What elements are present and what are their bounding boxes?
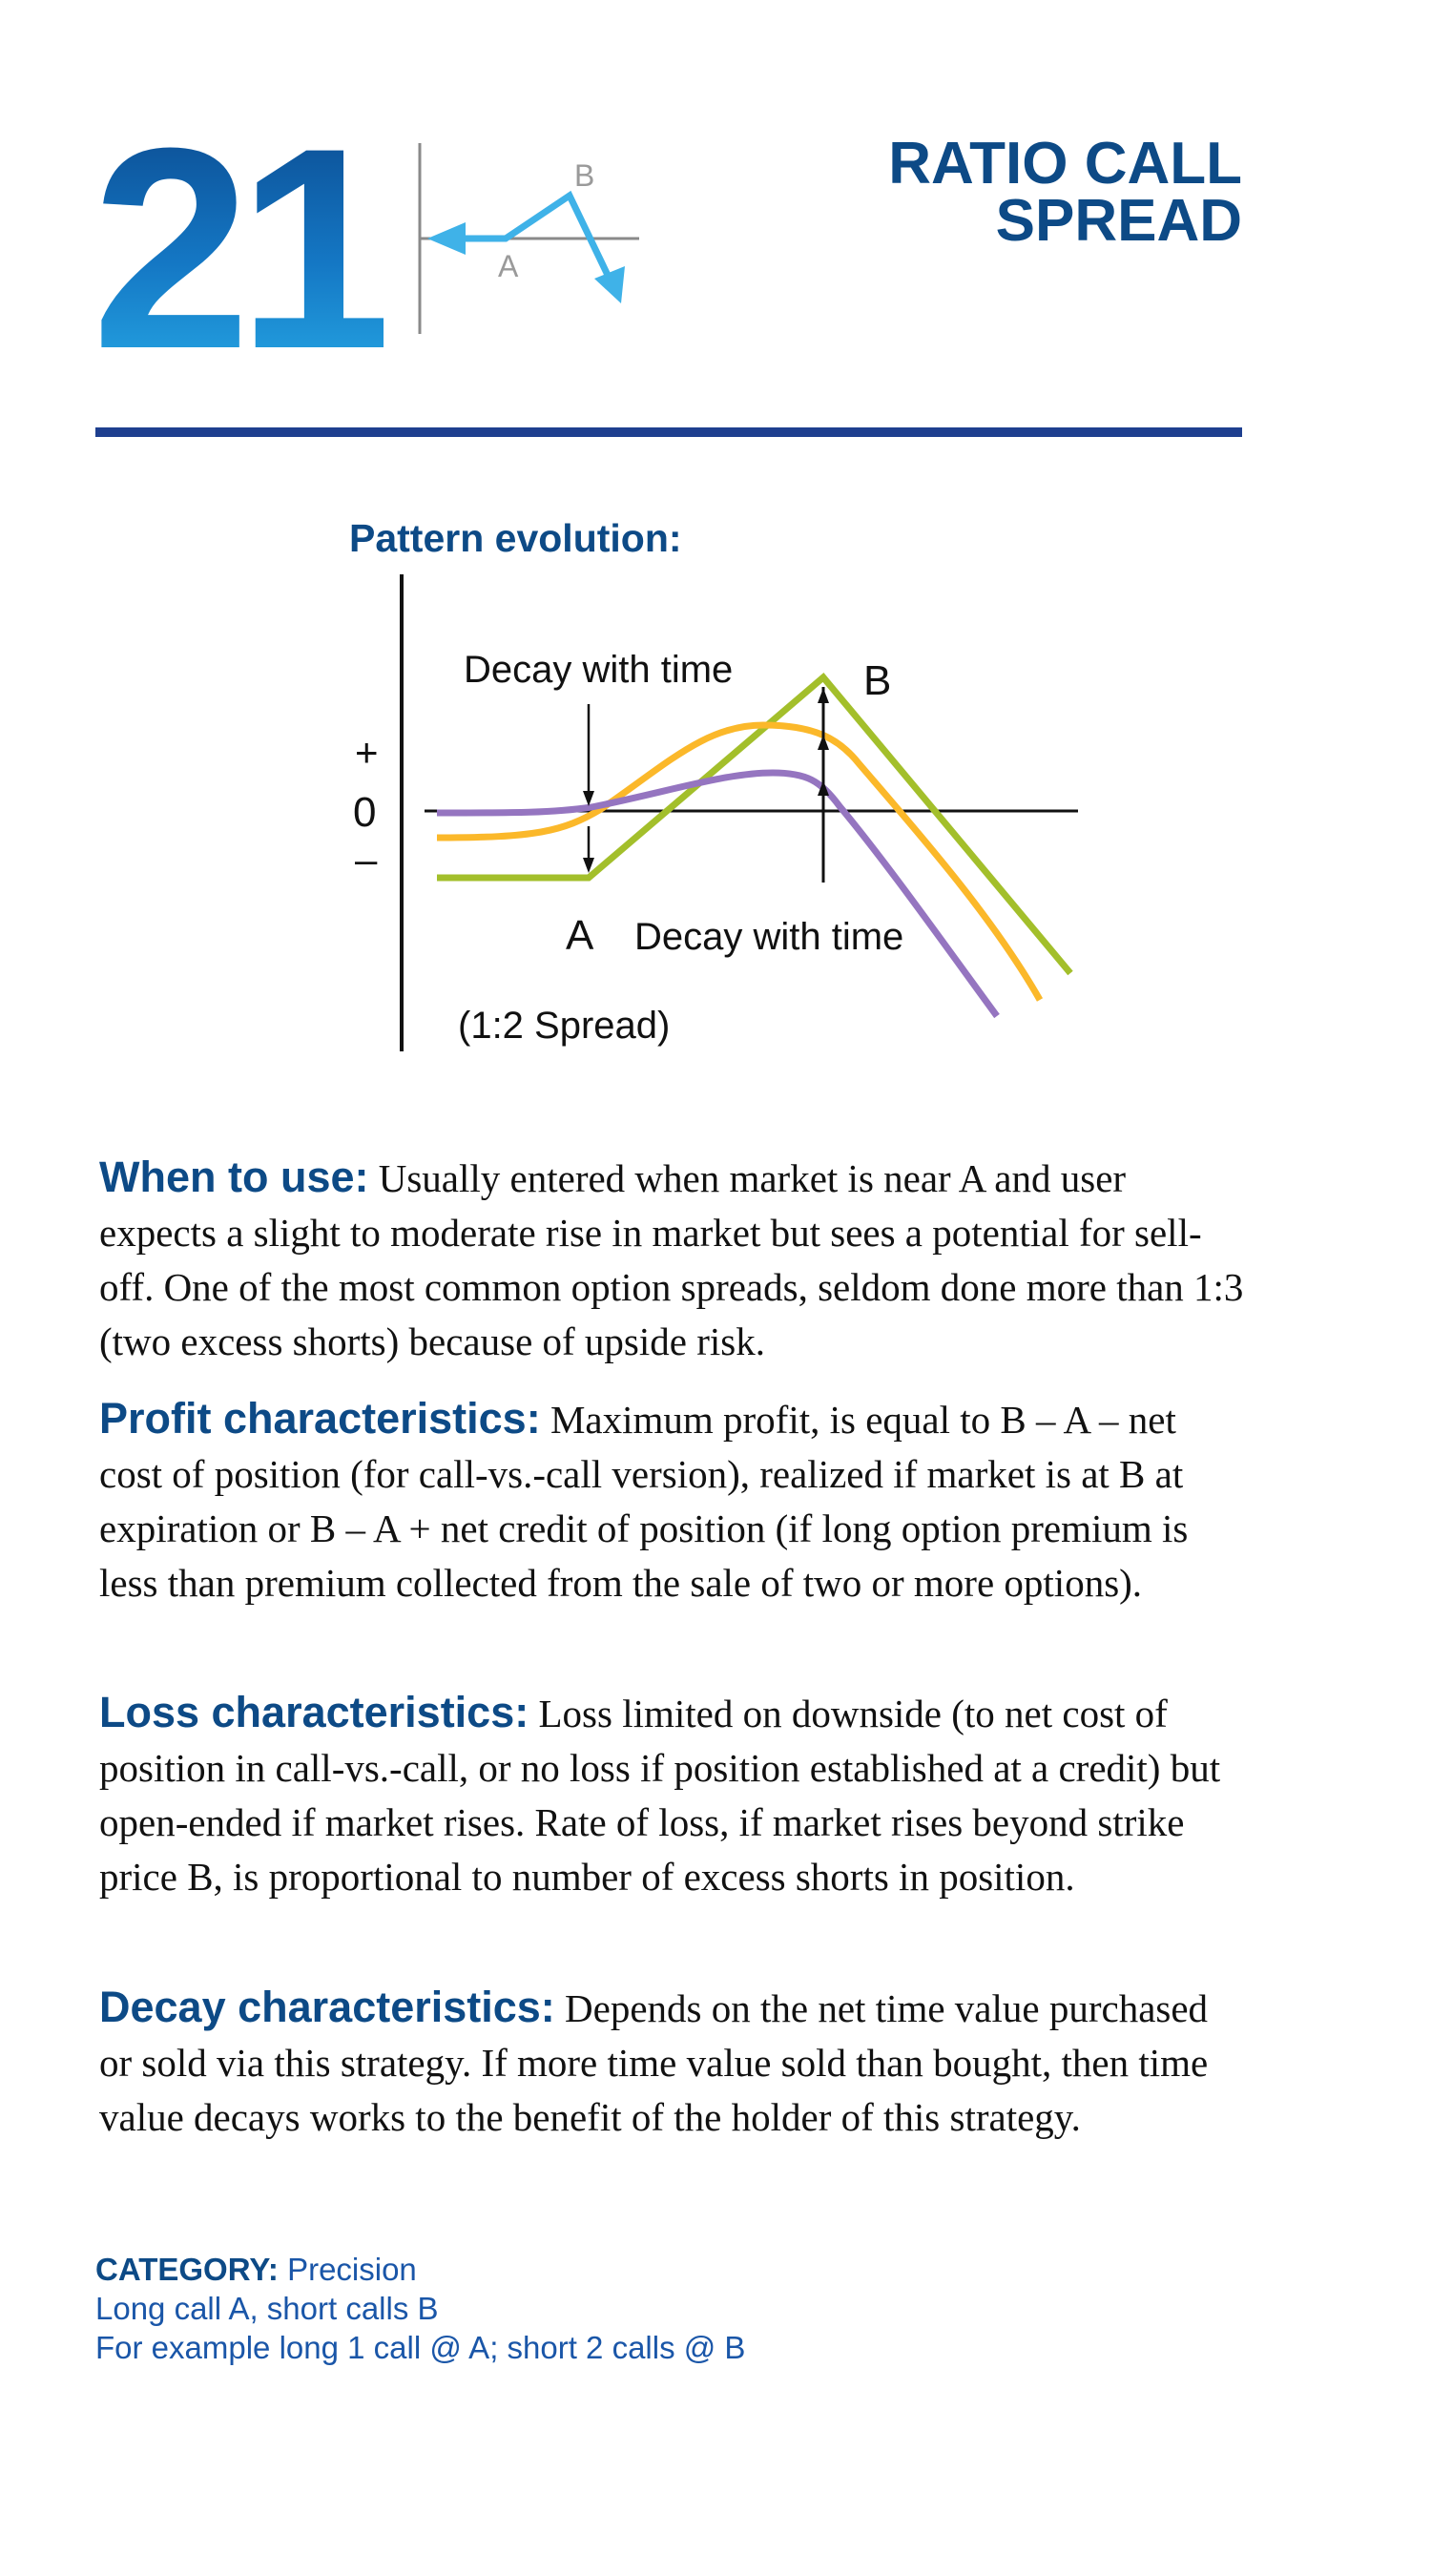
section-decay	[99, 1980, 1244, 2145]
category-block	[95, 2250, 745, 2367]
section-loss	[99, 1685, 1244, 1904]
title-line-1: RATIO CALL	[888, 131, 1242, 197]
strategy-title	[708, 131, 1242, 254]
section-when-to-use	[99, 1150, 1244, 1369]
section-heading: Profit characteristics:	[99, 1394, 541, 1443]
section-text: Loss limited on downside (to net cost of position in call-vs.-call, or no loss if position established at a credit) but open-ended if market rises. Rate of loss, if market rises beyond strike price B, is proportional to number of excess shorts in position.	[99, 1692, 1221, 1899]
icon-label-b: B	[574, 158, 595, 193]
section-text: Maximum profit, is equal to B – A – net cost of position (for call-vs.-call version), realized if market is at B at expiration or B – A + net credit of position (if long option premium is less than premium collected from the sale of two or more options).	[99, 1398, 1189, 1605]
spread-note: (1:2 Spread)	[458, 1005, 671, 1047]
icon-label-a: A	[498, 249, 519, 283]
decay-label-top: Decay with time	[464, 649, 734, 691]
section-heading: Decay characteristics:	[99, 1983, 555, 2031]
section-heading: Loss characteristics:	[99, 1688, 529, 1736]
section-heading: When to use:	[99, 1153, 369, 1201]
chart-heading: Pattern evolution:	[349, 516, 682, 560]
section-profit	[99, 1391, 1244, 1610]
category-value: Precision	[287, 2252, 417, 2287]
strategy-icon	[410, 138, 639, 343]
plus-label: +	[355, 730, 379, 775]
label-a: A	[566, 912, 594, 959]
category-line-3: For example long 1 call @ A; short 2 calls @ B	[95, 2330, 746, 2365]
category-label: CATEGORY:	[95, 2252, 279, 2287]
decay-label-bottom: Decay with time	[634, 916, 904, 958]
mid-life-curve	[437, 725, 1040, 1000]
strategy-number: 21	[92, 88, 384, 408]
title-line-2: SPREAD	[995, 188, 1242, 254]
minus-label: –	[355, 837, 378, 882]
label-b: B	[863, 657, 892, 704]
section-text: Usually entered when market is near A and user expects a slight to moderate rise in market but sees a potential for sell-off. One of the most common option spreads, seldom done more than 1:3 (two excess shorts) because of upside risk.	[99, 1156, 1244, 1363]
early-life-curve	[437, 773, 997, 1016]
header-divider	[95, 427, 1242, 437]
zero-label: 0	[353, 789, 377, 836]
pattern-evolution-diagram	[0, 477, 1431, 1069]
payoff-arrow-icon	[458, 196, 615, 291]
category-line-2: Long call A, short calls B	[95, 2291, 439, 2326]
section-text: Depends on the net time value purchased or sold via this strategy. If more time value sold than bought, then time value decays works to the benefit of the holder of this strategy.	[99, 1986, 1209, 2139]
